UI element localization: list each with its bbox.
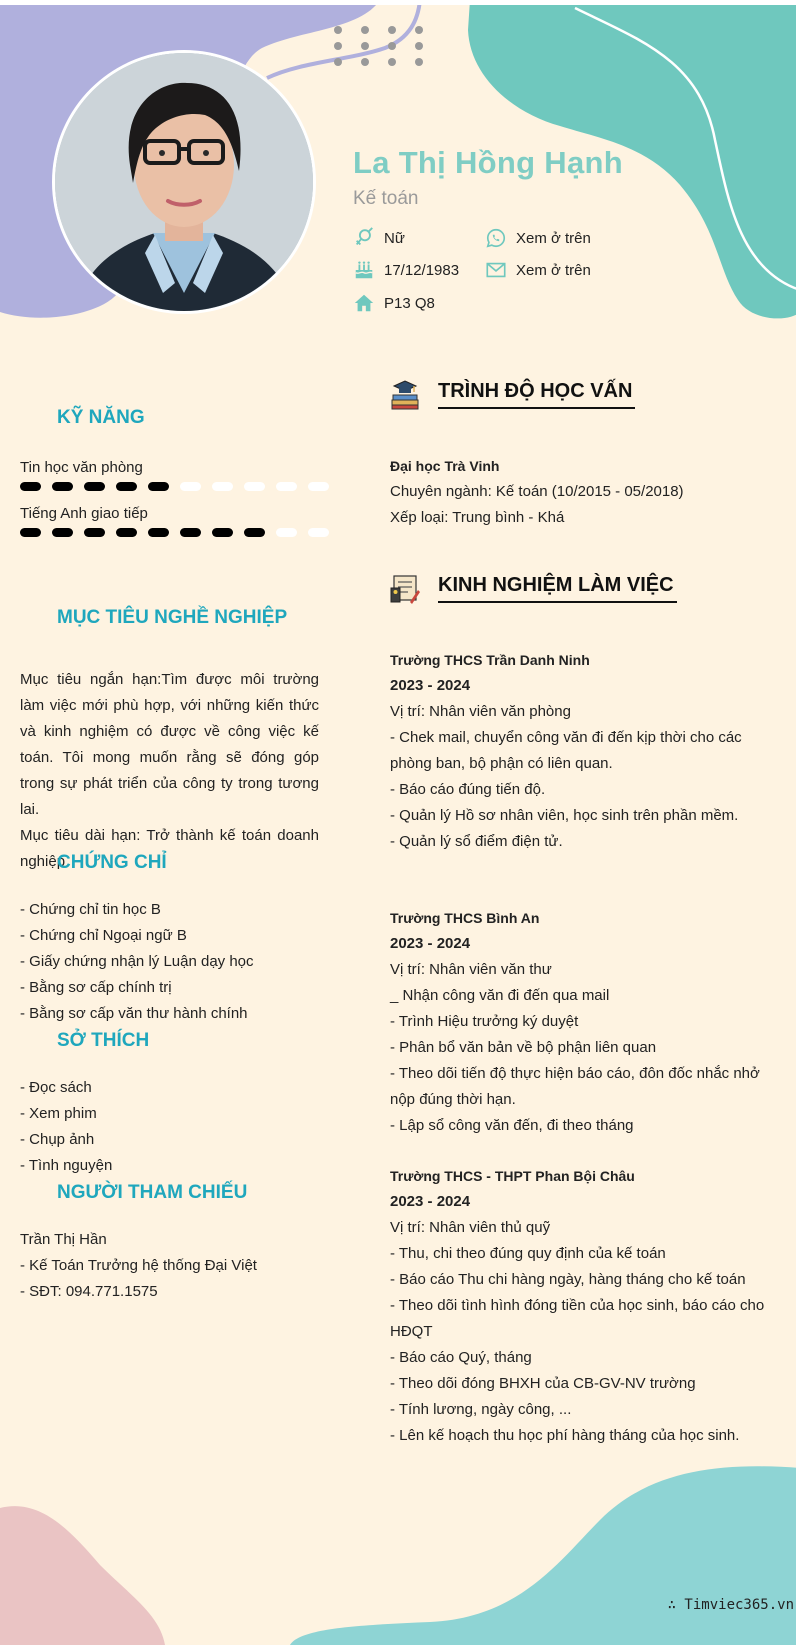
skill-dash: [276, 528, 297, 537]
skill-label: Tiếng Anh giao tiếp: [20, 505, 148, 522]
watermark-text: ∴ Timviec365.vn: [667, 1597, 794, 1613]
gender-icon: [353, 227, 375, 249]
job-duty: - Báo cáo Thu chi hàng ngày, hàng tháng cho kế toán: [390, 1271, 746, 1288]
dob-value: 17/12/1983: [384, 261, 460, 279]
job-title: Kế toán: [353, 188, 419, 209]
info-email: [485, 259, 591, 281]
skill-dash: [244, 528, 265, 537]
whatsapp-icon: [485, 227, 507, 249]
list-item: - Chứng chỉ tin học B: [20, 901, 161, 918]
skill-dash: [20, 482, 41, 491]
job-company: Trường THCS Trần Danh Ninh: [390, 652, 590, 668]
list-item: - SĐT: 094.771.1575: [20, 1283, 158, 1300]
page-right-edge: [796, 0, 800, 1645]
job-position: Vị trí: Nhân viên văn phòng: [390, 703, 571, 720]
job-entry: [390, 1163, 770, 1449]
objective-short-term: Mục tiêu ngắn hạn:Tìm được môi trường làm việc mới phù hợp, với những kiến thức và kinh nghiệm có được về công việc kế toán. Tôi mong muốn rằng sẽ đóng góp trong sự phát triển của công ty trong tương lai.: [20, 671, 319, 818]
gender-value: Nữ: [384, 229, 405, 247]
objective-text: [20, 667, 319, 875]
skill-dash: [148, 482, 169, 491]
address-value: P13 Q8: [384, 294, 435, 312]
references-title: NGƯỜI THAM CHIẾU: [57, 1182, 248, 1203]
job-entry: [390, 647, 770, 855]
experience-heading: [390, 572, 677, 604]
job-duty: - Tính lương, ngày công, ...: [390, 1401, 572, 1418]
education-major: Chuyên ngành: Kế toán (10/2015 - 05/2018): [390, 483, 684, 500]
job-duty: - Theo dõi tiến độ thực hiện báo cáo, đôn đốc nhắc nhở nộp đúng thời hạn.: [390, 1065, 760, 1108]
pink-blob-bottom: [0, 1506, 165, 1645]
skill-dash: [52, 482, 73, 491]
skill-bar-office: [20, 482, 329, 491]
job-duty: - Phân bổ văn bản về bộ phận liên quan: [390, 1039, 657, 1056]
skill-dash: [212, 482, 233, 491]
experience-title: KINH NGHIỆM LÀM VIỆC: [438, 574, 677, 603]
job-duty: _ Nhận công văn đi đến qua mail: [390, 987, 610, 1004]
education-heading: [390, 378, 635, 410]
job-duty: - Lập sổ công văn đến, đi theo tháng: [390, 1117, 634, 1134]
skill-dash: [116, 482, 137, 491]
phone-value: Xem ở trên: [516, 229, 591, 247]
job-duty: - Báo cáo Quý, tháng: [390, 1349, 532, 1366]
list-item: - Tình nguyện: [20, 1157, 113, 1174]
job-duty: - Lên kế hoạch thu học phí hàng tháng của học sinh.: [390, 1427, 740, 1444]
skill-dash: [84, 482, 105, 491]
info-phone: [485, 227, 591, 249]
education-school: Đại học Trà Vinh: [390, 458, 500, 474]
avatar: [52, 50, 316, 314]
list-item: - Đọc sách: [20, 1079, 92, 1096]
list-item: - Chứng chỉ Ngoại ngữ B: [20, 927, 187, 944]
education-title: TRÌNH ĐỘ HỌC VẤN: [438, 380, 635, 409]
teal-blob-bottom: [290, 1466, 800, 1645]
job-duty: - Trình Hiệu trưởng ký duyệt: [390, 1013, 579, 1030]
work-tools-icon: [390, 572, 420, 604]
skill-label: Tin học văn phòng: [20, 459, 143, 476]
objective-title: MỤC TIÊU NGHỀ NGHIỆP: [57, 607, 288, 628]
skill-dash: [20, 528, 41, 537]
skill-dash: [148, 528, 169, 537]
skills-title: KỸ NĂNG: [57, 407, 145, 428]
job-position: Vị trí: Nhân viên văn thư: [390, 961, 552, 978]
job-duty: - Chek mail, chuyển công văn đi đến kịp thời cho các phòng ban, bộ phận có liên quan.: [390, 729, 742, 772]
list-item: - Bằng sơ cấp văn thư hành chính: [20, 1005, 248, 1022]
skill-bar-english: [20, 528, 329, 537]
references-list: [20, 1227, 320, 1305]
graduation-books-icon: [390, 378, 420, 410]
list-item: - Kế Toán Trưởng hệ thống Đại Việt: [20, 1257, 257, 1274]
skill-dash: [276, 482, 297, 491]
job-position: Vị trí: Nhân viên thủ quỹ: [390, 1219, 551, 1236]
hobbies-title: SỞ THÍCH: [57, 1030, 150, 1051]
education-block: [390, 453, 770, 531]
list-item: Trần Thị Hần: [20, 1231, 107, 1248]
job-duty: - Thu, chi theo đúng quy định của kế toán: [390, 1245, 666, 1262]
job-duty: - Theo dõi tình hình đóng tiền của học sinh, báo cáo cho HĐQT: [390, 1297, 765, 1340]
skill-dash: [84, 528, 105, 537]
list-item: - Giấy chứng nhận lý Luận dạy học: [20, 953, 254, 970]
objective-long-term: Mục tiêu dài hạn: Trở thành kế toán doanh nghiệp: [20, 827, 319, 870]
hobbies-list: [20, 1075, 320, 1179]
page-top-edge: [0, 0, 800, 5]
job-entry: [390, 905, 770, 1139]
job-period: 2023 - 2024: [390, 935, 471, 952]
job-period: 2023 - 2024: [390, 1193, 471, 1210]
email-value: Xem ở trên: [516, 261, 591, 279]
skill-dash: [180, 482, 201, 491]
info-address: [353, 292, 435, 314]
certificates-list: [20, 897, 320, 1027]
home-icon: [353, 292, 375, 314]
skill-dash: [244, 482, 265, 491]
info-dob: [353, 259, 459, 281]
job-period: 2023 - 2024: [390, 677, 471, 694]
job-company: Trường THCS Bình An: [390, 910, 540, 926]
education-grade: Xếp loại: Trung bình - Khá: [390, 509, 565, 526]
job-duty: - Báo cáo đúng tiến độ.: [390, 781, 546, 798]
cake-icon: [353, 259, 375, 281]
skill-dash: [116, 528, 137, 537]
skill-dash: [52, 528, 73, 537]
skill-dash: [308, 528, 329, 537]
list-item: - Xem phim: [20, 1105, 97, 1122]
info-gender: [353, 227, 405, 249]
job-company: Trường THCS - THPT Phan Bội Châu: [390, 1168, 635, 1184]
job-duty: - Quản lý Hồ sơ nhân viên, học sinh trên phần mềm.: [390, 807, 739, 824]
list-item: - Chụp ảnh: [20, 1131, 95, 1148]
skill-dash: [212, 528, 233, 537]
skill-dash: [308, 482, 329, 491]
job-duty: - Theo dõi đóng BHXH của CB-GV-NV trường: [390, 1375, 696, 1392]
email-icon: [485, 259, 507, 281]
certificates-title: CHỨNG CHỈ: [57, 852, 167, 873]
portrait-illustration: [55, 53, 313, 311]
candidate-name: La Thị Hồng Hạnh: [353, 145, 623, 180]
list-item: - Bằng sơ cấp chính trị: [20, 979, 172, 996]
job-duty: - Quản lý sổ điểm điện tử.: [390, 833, 563, 850]
skill-dash: [180, 528, 201, 537]
